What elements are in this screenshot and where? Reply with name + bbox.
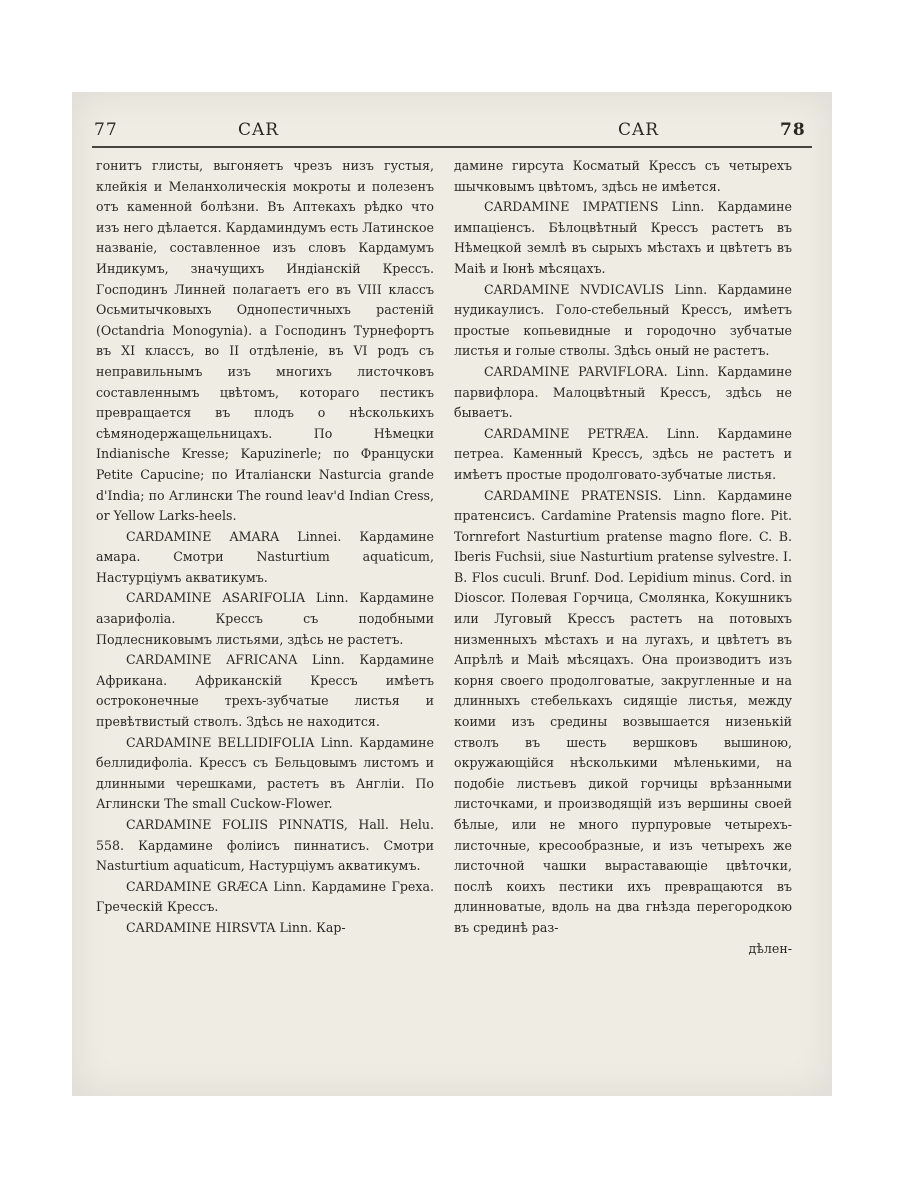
paragraph: дамине гирсута Косматый Крессъ съ четырехъ шычковымъ цвѣтомъ, здѣсь не имѣется.	[454, 158, 792, 194]
dictionary-entry: CARDAMINE NVDICAVLIS Linn. Кардамине нудикаулисъ. Голо-стебельный Крессъ, имѣетъ простые копьевидные и городочно зубчатые листья и голые стволы. Здѣсь оный не растетъ.	[454, 281, 792, 359]
header-rule	[92, 146, 812, 148]
dictionary-entry: CARDAMINE ASARIFOLIA Linn. Кардамине азарифоліа. Крессъ съ подобными Подлесниковымъ листьями, здѣсь не растетъ.	[96, 590, 434, 647]
right-column	[454, 156, 792, 959]
left-running-head: CAR	[238, 120, 280, 140]
dictionary-entry: CARDAMINE PETRÆA. Linn. Кардамине петреа. Каменный Крессъ, здѣсь не растетъ и имѣетъ простые продолговато-зубчатые листья.	[454, 425, 792, 482]
dictionary-entry: CARDAMINE PRATENSIS. Linn. Кардамине пратенсисъ. Cardamine Pratensis magno flore. Pit. Tornrefort Nasturtium pratense magno flore. C. B. Iberis Fuchsii, siue Nasturtium pratense sylvestre. I. B. Flos cuculi. Brunf. Dod. Lepidium minus. Cord. in Dioscor. Полевая Горчица, Смолянка, Кокушникъ или Луговый Крессъ растетъ на потовыхъ низменныхъ мѣстахъ и на лугахъ, и цвѣтетъ въ Апрѣлѣ и Маіѣ мѣсяцахъ. Она производитъ изъ корня своего продолговатые, закругленные и на длинныхъ стебелькахъ сидящіе листья, между коими изъ средины возвышается низенькій стволъ въ шесть вершковъ вышиною, окружающійся нѣсколькими мѣленькими, на подобіе листьевъ дикой горчицы врѣзанными листочками, и производящій изъ вершины своей бѣлые, или не много пурпуровые четырехъ-листочные, кресообразные, и изъ четырехъ же листочной чашки выраставающіе цвѣточки, послѣ коихъ пестики ихъ превращаются въ длинноватые, вдоль на два гнѣзда перегородкою въ срединѣ раз-	[454, 487, 792, 935]
dictionary-entry: CARDAMINE AFRICANA Linn. Кардамине Африкана. Африканскій Крессъ имѣетъ остроконечные трехъ-зубчатые листья и превѣтвистый стволъ. Здѣсь не находится.	[96, 652, 434, 730]
left-page-number: 77	[94, 120, 118, 140]
paragraph: гонитъ глисты, выгоняетъ чрезъ низъ густыя, клейкія и Меланхолическія мокроты и полезенъ отъ каменной болѣзни. Въ Аптекахъ рѣдко что изъ него дѣлается. Кардаминдумъ есть Латинское названіе, составленное изъ словъ Кардамумъ Индикумъ, значущихъ Индіанскій Крессъ. Господинъ Линней полагаетъ его въ VIII классъ Осьмитычковыхъ Однопестичныхъ растеній (Octandria Monogynia). а Господинъ Турнефортъ въ XI классъ, во II отдѣленіе, въ VI родъ съ неправильнымъ изъ многихъ листочковъ составленнымъ цвѣтомъ, котораго пестикъ превращается въ плодъ о нѣсколькихъ сѣмянодержащельницахъ. По Нѣмецки Indianische Kresse; Kapuzinerle; по Француски Petite Capucine; по Италіански Nasturcia grande d'India; по Аглински The round leav'd Indian Cress, or Yellow Larks-heels.	[96, 158, 434, 524]
scanned-page	[72, 92, 832, 1096]
left-column	[96, 156, 434, 939]
dictionary-entry: CARDAMINE BELLIDIFOLIA Linn. Кардамине беллидифоліа. Крессъ съ Бельцовымъ листомъ и длинными черешками, растетъ въ Англіи. По Аглински The small Cuckow-Flower.	[96, 734, 434, 812]
dictionary-entry: CARDAMINE FOLIIS PINNATIS, Hall. Helu. 558. Кардамине фоліисъ пиннатисъ. Смотри Nasturtium aquaticum, Настурціумъ акватикумъ.	[96, 817, 434, 874]
right-running-head: CAR	[618, 120, 660, 140]
dictionary-entry: CARDAMINE AMARA Linnei. Кардамине амара. Смотри Nasturtium aquaticum, Настурціумъ акватикумъ.	[96, 528, 434, 585]
catchword: дѣлен-	[748, 940, 792, 956]
right-page-number: 78	[780, 120, 806, 140]
dictionary-entry: CARDAMINE HIRSVTA Linn. Кар-	[126, 919, 346, 935]
dictionary-entry: CARDAMINE GRÆCA Linn. Кардамине Греха. Греческій Крессъ.	[96, 878, 434, 915]
dictionary-entry: CARDAMINE PARVIFLORA. Linn. Кардамине парвифлора. Малоцвѣтный Крессъ, здѣсь не бываетъ.	[454, 363, 792, 421]
dictionary-entry: CARDAMINE IMPATIENS Linn. Кардамине импаціенсъ. Бѣлоцвѣтный Крессъ растетъ въ Нѣмецкой землѣ въ сырыхъ мѣстахъ и цвѣтетъ въ Маіѣ и Іюнѣ мѣсяцахъ.	[454, 199, 792, 276]
